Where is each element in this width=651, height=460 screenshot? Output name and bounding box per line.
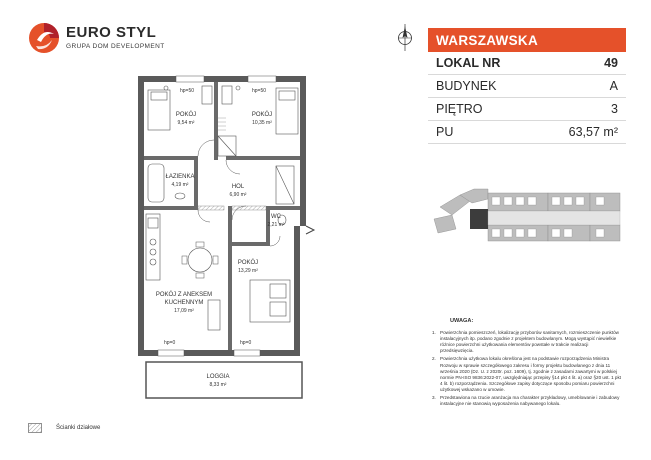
brand-tagline: GRUPA DOM DEVELOPMENT: [66, 43, 165, 50]
brand-logo: [28, 22, 165, 58]
row-value: 49: [604, 56, 618, 70]
building-row: [428, 75, 626, 98]
row-value: 3: [611, 102, 618, 116]
room-name: POKÓJ: [175, 112, 197, 118]
room-name: POKÓJ Z ANEKSEM: [155, 292, 213, 298]
room-name: LOGGIA: [206, 374, 230, 380]
room-name: POKÓJ: [237, 260, 259, 266]
note-number: 3.: [432, 395, 436, 401]
hp-mark: hp=0: [164, 340, 176, 346]
usable-area-row: [428, 121, 626, 144]
euro-styl-logo-icon: [28, 22, 60, 54]
room-area: 4,19 m²: [171, 182, 189, 188]
room-name: HOL: [231, 184, 245, 190]
legend: [28, 423, 100, 433]
room-name: KUCHENNYM: [164, 300, 204, 306]
note-item: [432, 330, 622, 354]
legend-label: Ścianki działowe: [56, 425, 101, 431]
unit-number-row: [428, 52, 626, 75]
row-label: BUDYNEK: [436, 79, 497, 93]
partition-hatch-icon: [28, 423, 42, 433]
note-text: Powierzchnia pomieszczeń, lokalizację przyborów sanitarnych, rozmieszczenie punktów instalacyjnych itp. podano zgodnie z projektem budowlanym. Mogą wystąpić niewielkie różnice powierzchni użytkowania elementów powstałe w trakcie realizacji przedsięwzięcia.: [440, 330, 619, 354]
room-area: 6,90 m²: [229, 192, 247, 198]
hp-mark: hp=50: [180, 88, 195, 94]
building-key-plan: [430, 185, 626, 255]
unit-info-panel: [428, 28, 626, 144]
unit-highlight: [470, 209, 488, 229]
note-number: 2.: [432, 356, 436, 362]
hp-mark: hp=50: [252, 88, 267, 94]
room-name: ŁAZIENKA: [165, 174, 195, 180]
room-area: 2,21 m²: [267, 222, 285, 228]
room-area: 8,33 m²: [209, 382, 227, 388]
note-item: [432, 395, 622, 407]
row-label: PIĘTRO: [436, 102, 483, 116]
room-area: 17,09 m²: [174, 308, 194, 314]
note-item: [432, 356, 622, 393]
room-area: 13,29 m²: [238, 268, 258, 274]
note-text: Powierzchnia użytkowa lokalu określona jest na podstawie rozporządzenia Ministra Rozwoju w sprawie szczegółowego zakresu i formy projektu budowlanego z dnia 11 września 2020 (Dz. U. z 2020r. poz. 1609), tj. zgodnie z zasadami zawartymi w polskiej normie PN-ISO 9836:2022-07, uwzględniając przepisy §14 pkt 4 lit. a) oraz §20 ust. 1 pkt 4 lit. b) rozporządzenia. Szczegółowe zapisy dotyczące sposobu pomiaru powierzchni użytkowej wskazano w umowie.: [440, 356, 622, 392]
room-area: 10,35 m²: [252, 120, 272, 126]
brand-name: EURO STYL: [66, 24, 157, 41]
row-label: LOKAL NR: [436, 56, 501, 70]
floor-plan: [118, 60, 338, 400]
notes-title: UWAGA:: [450, 318, 474, 324]
investment-title: WARSZAWSKA: [428, 28, 626, 52]
row-value: A: [609, 79, 618, 93]
row-value: 63,57 m²: [568, 125, 618, 139]
notes-block: [432, 318, 622, 409]
note-text: Przedstawiona na rzucie aranżacja ma charakter przykładowy, umeblowanie i zabudowy instalacyjne nie stanowią wyposażenia nabywanego lokalu.: [440, 395, 620, 407]
room-name: WC: [271, 214, 281, 220]
room-name: POKÓJ: [251, 112, 273, 118]
room-area: 9,54 m²: [177, 120, 195, 126]
floor-row: [428, 98, 626, 121]
hp-mark: hp=0: [240, 340, 252, 346]
row-label: PU: [436, 125, 454, 139]
note-number: 1.: [432, 330, 436, 336]
north-arrow-icon: [395, 22, 415, 52]
